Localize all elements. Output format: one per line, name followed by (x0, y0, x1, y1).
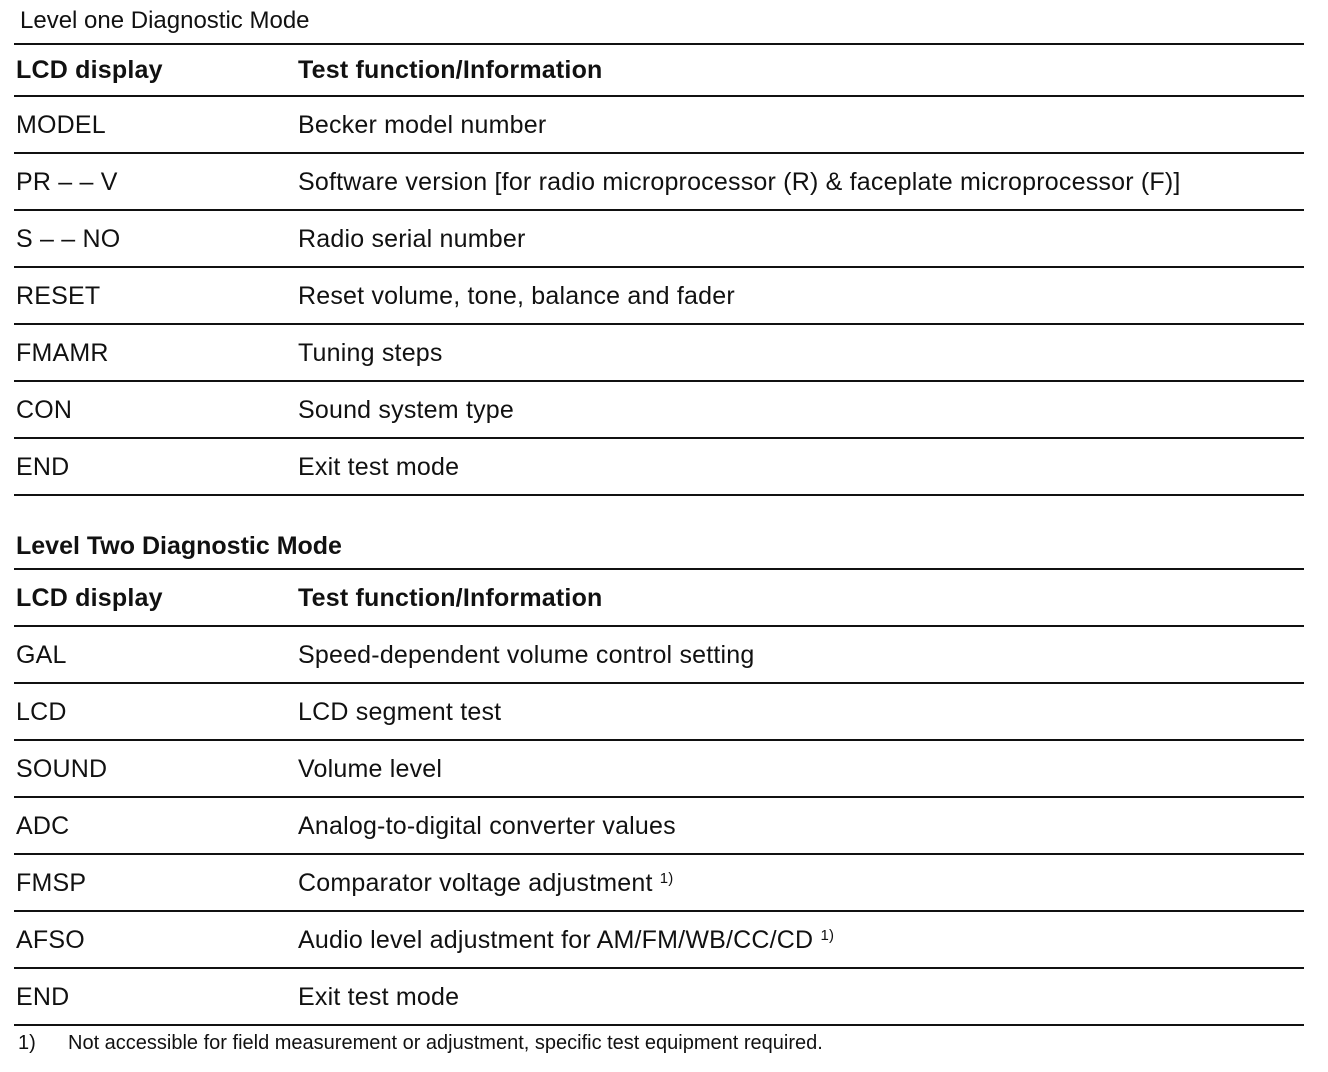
test-function-value: LCD segment test (298, 697, 502, 726)
footnote-reference: 1) (820, 926, 835, 944)
table-row (14, 912, 1304, 969)
test-function-value: Exit test mode (298, 452, 460, 481)
table-row (14, 684, 1304, 741)
lcd-display-value: END (16, 982, 70, 1011)
level-two-header-row (14, 570, 1304, 627)
lcd-display-value: S – – NO (16, 224, 121, 253)
test-function-value: Analog-to-digital converter values (298, 811, 676, 840)
header-test-function: Test function/Information (298, 56, 603, 84)
lcd-display-value: END (16, 452, 70, 481)
level-one-table (14, 45, 1304, 496)
footnote-marker: 1) (18, 1032, 36, 1054)
test-function-value: Software version [for radio microprocessor (R) & faceplate microprocessor (F)] (298, 167, 1181, 196)
lcd-display-value: CON (16, 395, 73, 424)
test-function-value (298, 868, 674, 898)
table-row (14, 969, 1304, 1026)
table-row (14, 325, 1304, 382)
test-function-text: Audio level adjustment for AM/FM/WB/CC/CD (298, 925, 814, 954)
level-one-title: Level one Diagnostic Mode (20, 7, 310, 34)
header-lcd-display: LCD display (16, 583, 163, 612)
lcd-display-value: FMAMR (16, 338, 109, 367)
header-test-function: Test function/Information (298, 583, 603, 612)
table-row (14, 97, 1304, 154)
lcd-display-value: FMSP (16, 868, 87, 897)
lcd-display-value: LCD (16, 697, 67, 726)
footnote-text: Not accessible for field measurement or adjustment, specific test equipment required. (68, 1032, 823, 1054)
test-function-value: Tuning steps (298, 338, 443, 367)
test-function-value: Reset volume, tone, balance and fader (298, 281, 735, 310)
lcd-display-value: GAL (16, 640, 67, 669)
lcd-display-value: AFSO (16, 925, 85, 954)
test-function-value: Speed-dependent volume control setting (298, 640, 755, 669)
table-row (14, 798, 1304, 855)
test-function-value: Volume level (298, 754, 443, 783)
lcd-display-value: SOUND (16, 754, 108, 783)
level-one-header-row (14, 45, 1304, 97)
test-function-text: Comparator voltage adjustment (298, 868, 653, 897)
lcd-display-value: RESET (16, 281, 101, 310)
table-row (14, 627, 1304, 684)
table-row (14, 741, 1304, 798)
header-lcd-display: LCD display (16, 56, 163, 84)
test-function-value: Sound system type (298, 395, 515, 424)
level-two-table (14, 570, 1304, 1026)
table-row (14, 154, 1304, 211)
table-row (14, 382, 1304, 439)
lcd-display-value: ADC (16, 811, 70, 840)
test-function-value: Exit test mode (298, 982, 460, 1011)
test-function-value: Radio serial number (298, 224, 526, 253)
test-function-value: Becker model number (298, 110, 547, 139)
table-row (14, 439, 1304, 496)
lcd-display-value: PR – – V (16, 167, 118, 196)
table-row (14, 211, 1304, 268)
footnote-reference: 1) (659, 869, 674, 887)
test-function-value (298, 925, 834, 955)
level-two-title: Level Two Diagnostic Mode (16, 532, 342, 560)
footnote (18, 1031, 823, 1055)
table-row (14, 855, 1304, 912)
lcd-display-value: MODEL (16, 110, 106, 139)
table-row (14, 268, 1304, 325)
